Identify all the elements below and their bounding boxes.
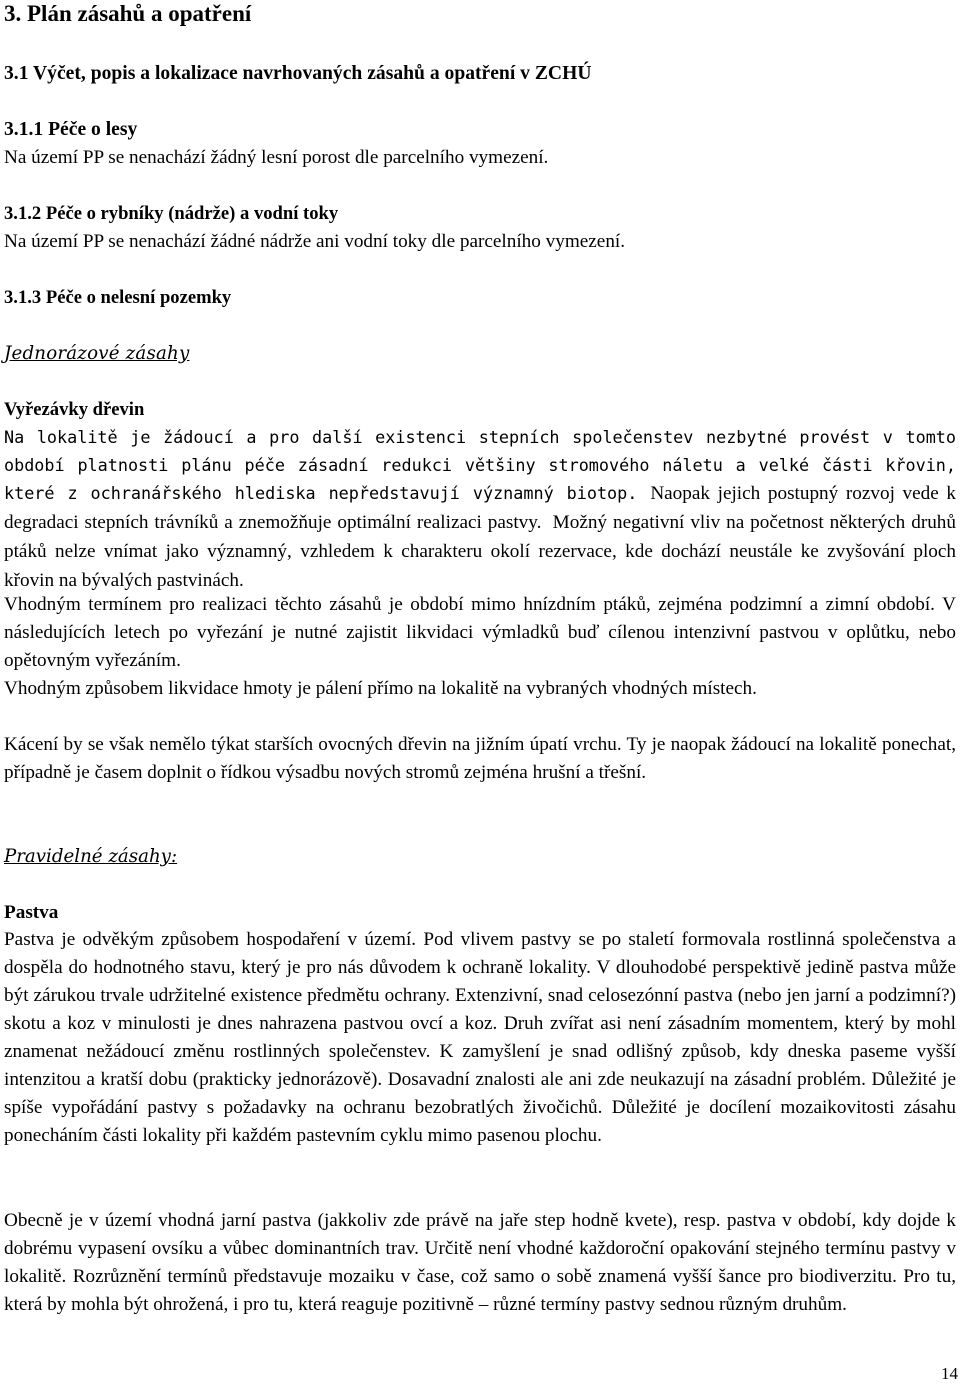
tree-cutting-subtitle: Vyřezávky dřevin: [4, 399, 145, 420]
heading-3-1: 3.1 Výčet, popis a lokalizace navrhovaných zásahů a opatření v ZCHÚ: [4, 63, 592, 84]
tree-cutting-paragraph-3: Vhodným způsobem likvidace hmoty je pálení přímo na lokalitě na vybraných vhodných místech.: [4, 678, 757, 699]
tree-cutting-paragraph-2: Vhodným termínem pro realizaci těchto zásahů je období mimo hnízdním ptáků, zejména podzimní a zimní období. V následujících letech po vyřezání je nutné zajistit likvidaci výmladků buď cílenou intenzivní pastvou v oplůtku, nebo opětovným vyřezáním.: [4, 594, 956, 671]
tree-cutting-paragraph-1: [4, 423, 956, 595]
one-time-interventions-title: Jednorázové zásahy: [4, 343, 190, 364]
grazing-paragraph-2: Obecně je v území vhodná jarní pastva (jakkoliv zde právě na jaře step hodně kvete), resp. pastva v období, kdy dojde k dobrému vypasení ovsíku a vůbec dominantních trav. Určitě není vhodné každoroční opakování stejného termínu pastvy v lokalitě. Rozrůznění termínů představuje mozaiku v čase, což samo o sobě znamená vyšší šance pro biodiverzitu. Pro tu, která by mohla být ohrožená, i pro tu, která reaguje pozitivně – různé termíny pastvy sednou různým druhům.: [4, 1210, 956, 1315]
regular-interventions-title: Pravidelné zásahy:: [4, 846, 178, 867]
ponds-text: Na území PP se nenachází žádné nádrže ani vodní toky dle parcelního vymezení.: [4, 231, 626, 252]
page-number: 14: [941, 1364, 958, 1383]
grazing-paragraph-1: Pastva je odvěkým způsobem hospodaření v území. Pod vlivem pastvy se po staletí formovala rostlinná společenstva a dospěla do hodnotného stavu, který je pro nás důvodem k ochraně lokality. V dlouhodobé perspektivě jedině pastva může být zárukou trvale udržitelné existence předmětu ochrany. Extenzivní, snad celosezónní pastva (nebo jen jarní a podzimní?) skotu a koz v minulosti je dnes nahrazena pastvou ovcí a koz. Druh zvířat asi není zásadním momentem, který by mohl znamenat nežádoucí změnu rostlinných společenstev. K zamyšlení je snad odlišný způsob, kdy dneska paseme vyšší intenzitou a kratší dobu (prakticky jednorázově). Dosavadní znalosti ale ani zde neukazují na zásadní problém. Důležité je spíše vypořádání pastvy s požadavky na ochranu bezobratlých živočichů. Důležité je docílení mozaikovitosti zásahu ponecháním části lokality při každém pastevním cyklu mimo pasenou plochu.: [4, 929, 956, 1146]
tree-cutting-paragraph-4: Kácení by se však nemělo týkat starších ovocných dřevin na jižním úpatí vrchu. Ty je naopak žádoucí na lokalitě ponechat, případně je časem doplnit o řídkou výsadbu nových stromů zejména hrušní a třešní.: [4, 734, 956, 783]
heading-3-1-3: 3.1.3 Péče o nelesní pozemky: [4, 287, 232, 308]
heading-3-1-2: 3.1.2 Péče o rybníky (nádrže) a vodní toky: [4, 203, 339, 224]
heading-3: 3. Plán zásahů a opatření: [4, 1, 252, 26]
p1-main: Na lokalitě je žádoucí a pro další existenci stepních společenstev nezbytné provést v tomto období platnosti plánu péče zásadní redukci většiny stromového náletu a velké části křovin, které z ochranářského hlediska nepředstavují významný biotop.: [4, 427, 956, 503]
p1-second: Naopak jejich postupný rozvoj vede k degradaci stepních trávníků a znemožňuje optimální realizaci pastvy.: [4, 483, 956, 533]
p1-third: Možný negativní vliv na početnost některých druhů ptáků nelze vnímat jako významný, vzhledem k charakteru okolí rezervace, kde dochází neustále ke zvyšování ploch křovin na bývalých pastvinách.: [4, 512, 956, 591]
grazing-subtitle: Pastva: [4, 902, 59, 923]
forest-text: Na území PP se nenachází žádný lesní porost dle parcelního vymezení.: [4, 147, 549, 168]
heading-3-1-1: 3.1.1 Péče o lesy: [4, 119, 138, 140]
